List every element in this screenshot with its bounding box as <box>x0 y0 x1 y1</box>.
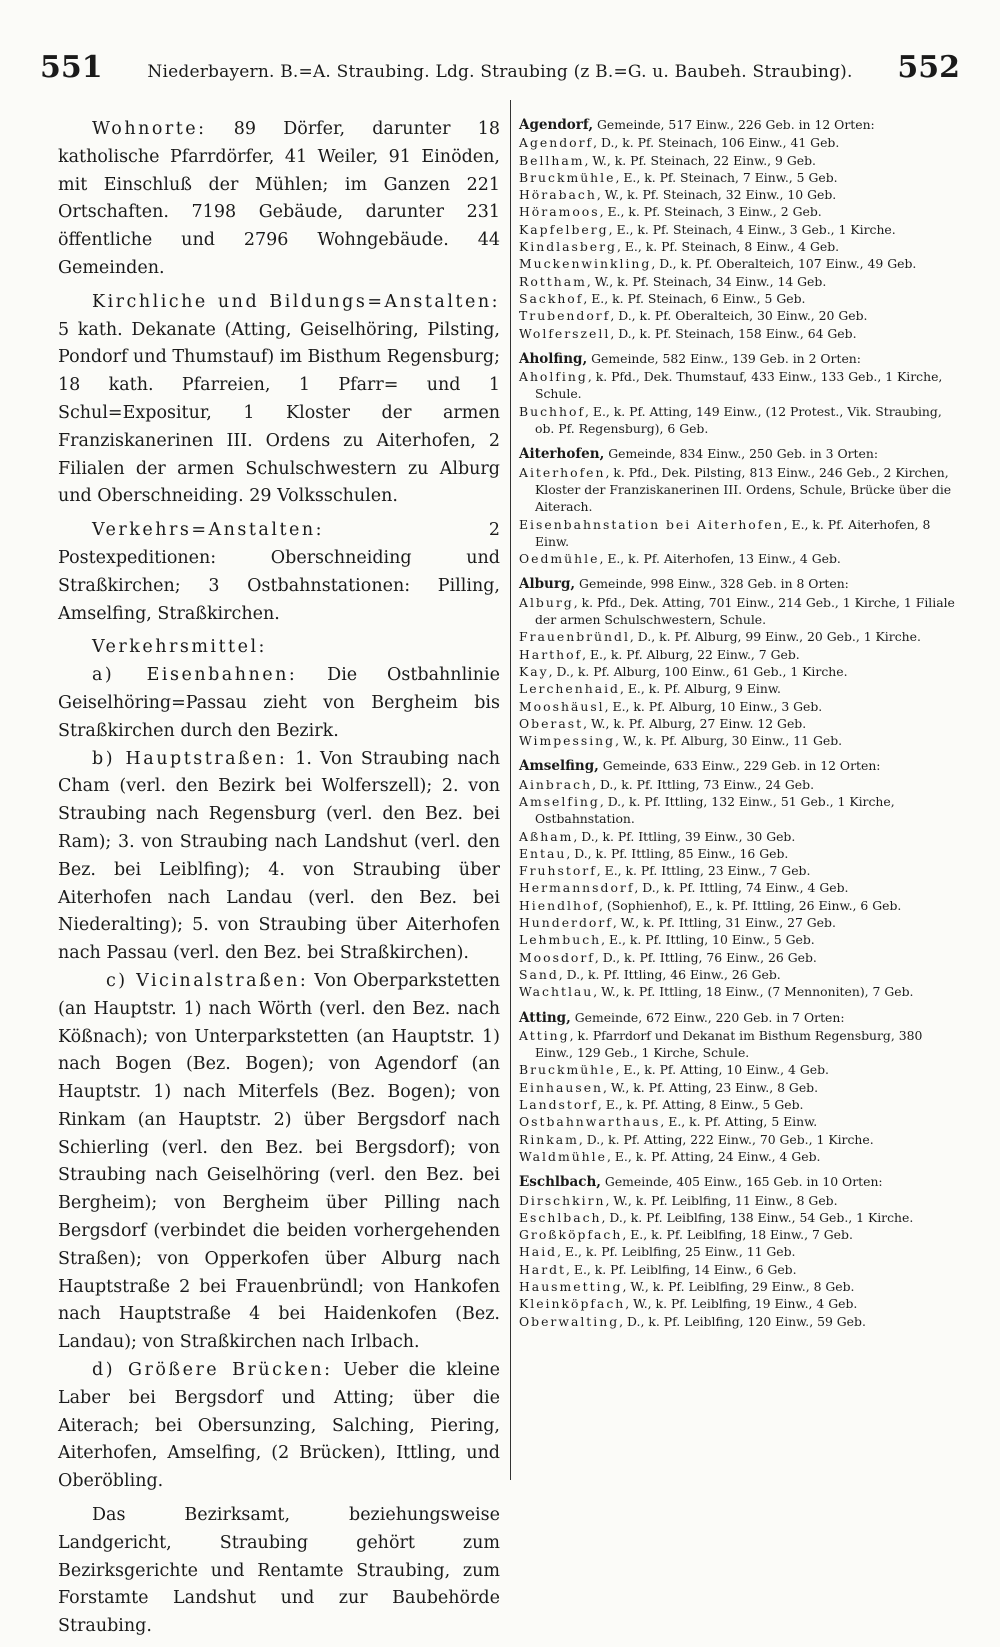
place-entry <box>519 255 959 272</box>
place-name: Landstorf <box>519 1097 598 1113</box>
place-details: , E., k. Pf. Leiblfing, 14 Einw., 6 Geb. <box>566 1261 797 1277</box>
gemeinde-summary: Gemeinde, 582 Einw., 139 Geb. in 2 Orten: <box>587 350 861 366</box>
place-name: Wimpessing <box>519 733 616 749</box>
place-entry <box>519 914 959 931</box>
place-details: , W., k. Pf. Steinach, 34 Einw., 14 Geb. <box>586 273 827 289</box>
place-entry <box>519 1295 959 1312</box>
gemeinde-summary: Gemeinde, 834 Einw., 250 Geb. in 3 Orten: <box>604 446 879 462</box>
place-name: Höramoos <box>519 204 600 220</box>
place-name: Trubendorf <box>519 308 611 324</box>
place-entry <box>519 1192 959 1209</box>
place-details: , W., k. Pf. Atting, 23 Einw., 8 Geb. <box>603 1079 819 1095</box>
place-name: Hunderdorf <box>519 915 613 931</box>
place-details: , D., k. Pf. Ittling, 46 Einw., 26 Geb. <box>558 966 781 982</box>
gemeinde-name: Atting, <box>519 1009 571 1026</box>
place-entry <box>519 776 959 793</box>
kirchliche-paragraph <box>58 289 500 511</box>
bruecken-label: d) Größere Brücken: <box>92 1360 333 1381</box>
place-entry <box>519 152 959 169</box>
place-details: , D., k. Pf. Oberalteich, 30 Einw., 20 Geb. <box>610 308 868 324</box>
place-details: , D., k. Pf. Leiblfing, 120 Einw., 59 Geb. <box>619 1313 866 1329</box>
place-details: , D., k. Pf. Alburg, 99 Einw., 20 Geb., 1 Kirche. <box>629 629 921 645</box>
place-entry <box>519 1131 959 1148</box>
place-details: , D., k. Pf. Steinach, 106 Einw., 41 Geb. <box>593 135 840 151</box>
place-details: , W., k. Pf. Steinach, 22 Einw., 9 Geb. <box>584 152 816 168</box>
place-name: Dirschkirn <box>519 1192 606 1208</box>
page-header <box>40 50 960 86</box>
kirchliche-text: 5 kath. Dekanate (Atting, Geiselhöring, Pilsting, Pondorf und Thumstauf) im Bisthum Regensburg; 18 kath. Pfarreien, 1 Pfarr= und 1 Schul=Expositur, 1 Kloster der armen Franziskanerinen III. Ordens zu Aiterhofen, 2 Filialen der armen Schulschwestern zu Alburg und Oberschneiding. 29 Volksschulen. <box>58 319 500 507</box>
place-details: , E., k. Pf. Aiterhofen, 13 Einw., 4 Geb. <box>599 551 841 567</box>
place-details: , D., k. Pf. Atting, 222 Einw., 70 Geb., 1 Kirche. <box>578 1131 874 1147</box>
place-name: Hörabach <box>519 187 597 203</box>
eisenbahnen-text: Die Ostbahnlinie Geiselhöring=Passau zieht von Bergheim bis Straßkirchen durch den Bezirk. <box>58 665 500 741</box>
gemeinde-summary: Gemeinde, 998 Einw., 328 Geb. in 8 Orten: <box>575 576 849 592</box>
place-entry <box>519 290 959 307</box>
gemeinde-block <box>519 575 959 749</box>
verkehrs-label: Verkehrs=Anstalten: <box>92 520 325 541</box>
place-name: Eisenbahnstation bei Aiterhofen <box>519 516 784 532</box>
place-entry <box>519 1209 959 1226</box>
place-name: Ainbrach <box>519 776 593 792</box>
place-name: Alburg <box>519 594 574 610</box>
place-entry <box>519 628 959 645</box>
place-name: Muckenwinkling <box>519 256 652 272</box>
place-details: , E., k. Pf. Leiblfing, 25 Einw., 11 Geb. <box>557 1244 796 1260</box>
place-name: Hardt <box>519 1261 567 1277</box>
place-name: Waldmühle <box>519 1148 607 1164</box>
place-name: Fruhstorf <box>519 863 597 879</box>
place-name: Agendorf <box>519 135 594 151</box>
place-name: Hiendlhof <box>519 897 600 913</box>
hauptstrassen-paragraph <box>58 746 500 968</box>
place-entry <box>519 325 959 342</box>
place-details: , W., k. Pf. Leiblfing, 29 Einw., 8 Geb. <box>622 1279 855 1294</box>
place-entry <box>519 646 959 663</box>
bezirksamt-paragraph: Das Bezirksamt, beziehungsweise Landgericht, Straubing gehört zum Bezirksgerichte und Rentamte Straubing, zum Forstamte Landshut und zur Baubehörde Straubing. <box>58 1505 500 1637</box>
place-details: , E., k. Pf. Alburg, 22 Einw., 7 Geb. <box>582 646 800 662</box>
place-name: Aßham <box>519 828 574 844</box>
place-details: , D., k. Pf. Ittling, 73 Einw., 24 Geb. <box>592 776 815 792</box>
place-name: Rottham <box>519 273 587 289</box>
place-entry <box>519 1096 959 1113</box>
vicinalstrassen-paragraph <box>58 968 500 1357</box>
verkehrs-paragraph <box>58 517 500 628</box>
place-name: Haid <box>519 1244 558 1260</box>
place-entry <box>519 1079 959 1096</box>
place-name: Hausmetting <box>519 1279 623 1294</box>
gemeinde-heading <box>519 116 959 134</box>
place-entry <box>519 1313 959 1330</box>
page-title: Niederbayern. B.=A. Straubing. Ldg. Straubing (z B.=G. u. Baubeh. Straubing). <box>147 62 853 82</box>
gemeinde-heading <box>519 445 959 463</box>
place-entry <box>519 879 959 896</box>
gemeinde-heading <box>519 1173 959 1191</box>
vicinalstrassen-label: c) Vicinalstraßen: <box>106 970 309 991</box>
verkehrsmittel-heading <box>58 634 500 662</box>
place-details: , E., k. Pf. Steinach, 3 Einw., 2 Geb. <box>599 204 822 220</box>
place-details: , D., k. Pf. Ittling, 76 Einw., 26 Geb. <box>594 949 817 965</box>
gemeinde-summary: Gemeinde, 672 Einw., 220 Geb. in 7 Orten: <box>570 1009 845 1025</box>
place-entry <box>519 966 959 983</box>
place-details: , W., k. Pf. Ittling, 18 Einw., (7 Mennoniten), 7 Geb. <box>593 984 914 1000</box>
place-details: , E., k. Pf. Leiblfing, 18 Einw., 7 Geb. <box>622 1227 853 1243</box>
gemeinde-block <box>519 116 959 342</box>
place-name: Einhausen <box>519 1079 604 1095</box>
gemeinde-name: Aiterhofen, <box>519 446 605 463</box>
place-entry <box>519 680 959 697</box>
gemeinde-summary: Gemeinde, 517 Einw., 226 Geb. in 12 Orten: <box>593 117 875 132</box>
place-name: Sackhof <box>519 290 584 306</box>
place-name: Kay <box>519 663 549 679</box>
place-name: Eschlbach <box>519 1209 602 1225</box>
place-name: Frauenbründl <box>519 629 630 645</box>
place-name: Oedmühle <box>519 551 600 567</box>
place-details: , D., k. Pf. Ittling, 39 Einw., 30 Geb. <box>573 828 796 844</box>
left-column <box>58 116 500 1647</box>
place-entry <box>519 1226 959 1243</box>
place-entry <box>519 550 959 567</box>
place-name: Bruckmühle <box>519 169 616 185</box>
bruecken-text: Ueber die kleine Laber bei Bergsdorf und Atting; über die Aiterach; bei Obersunzing, Salching, Piering, Aiterhofen, Amselfing, (2 Brücken), Ittling, und Oberöbling. <box>58 1360 500 1492</box>
place-entry <box>519 949 959 966</box>
place-name: Mooshäusl <box>519 698 605 714</box>
place-details: , W., k. Pf. Ittling, 31 Einw., 27 Geb. <box>612 915 836 931</box>
gemeinde-summary: Gemeinde, 633 Einw., 229 Geb. in 12 Orten: <box>598 758 881 774</box>
place-details: , W., k. Pf. Leiblfing, 19 Einw., 4 Geb. <box>625 1296 858 1312</box>
place-details: , E., k. Pf. Atting, 149 Einw., (12 Protest., Vik. Straubing, ob. Pf. Regensburg), 6 Geb. <box>535 403 942 437</box>
place-details: , E., k. Pf. Steinach, 7 Einw., 5 Geb. <box>615 169 838 185</box>
place-entry <box>519 273 959 290</box>
place-details: , D., k. Pf. Ittling, 74 Einw., 4 Geb. <box>634 880 849 896</box>
place-details: , k. Pfd., Dek. Atting, 701 Einw., 214 Geb., 1 Kirche, 1 Filiale der armen Schulschwestern, Schule. <box>535 594 955 628</box>
right-column <box>519 116 959 1338</box>
gemeinde-block <box>519 1173 959 1330</box>
place-entry <box>519 931 959 948</box>
place-entry <box>519 594 959 629</box>
gemeinde-block <box>519 757 959 1000</box>
gemeinde-heading <box>519 757 959 775</box>
place-details: , W., k. Pf. Steinach, 32 Einw., 10 Geb. <box>596 187 837 203</box>
place-details: , D., k. Pf. Leiblfing, 138 Einw., 54 Geb., 1 Kirche. <box>601 1209 914 1225</box>
place-name: Oberast <box>519 715 584 731</box>
place-entry <box>519 1278 959 1295</box>
place-name: Buchhof <box>519 403 586 419</box>
place-name: Kleinköpfach <box>519 1296 626 1312</box>
place-entry <box>519 368 959 403</box>
place-entry <box>519 238 959 255</box>
place-entry <box>519 845 959 862</box>
place-entry <box>519 516 959 551</box>
gemeinde-name: Alburg, <box>519 576 576 593</box>
place-details: , D., k. Pf. Ittling, 132 Einw., 51 Geb., 1 Kirche, Ostbahnstation. <box>535 793 895 827</box>
place-name: Kapfelberg <box>519 221 609 237</box>
wohnorte-text: 89 Dörfer, darunter 18 katholische Pfarrdörfer, 41 Weiler, 91 Einöden, mit Einschluß der Mühlen; im Ganzen 221 Ortschaften. 7198 Gebäude, darunter 231 öffentliche und 2796 Wohngebäude. 44 Gemeinden. <box>58 119 500 278</box>
place-name: Aiterhofen <box>519 464 606 480</box>
verkehrs-text: 2 Postexpeditionen: Oberschneiding und Straßkirchen; 3 Ostbahnstationen: Pilling, Amselfing, Straßkirchen. <box>58 520 500 624</box>
place-name: Harthof <box>519 646 583 662</box>
place-entry <box>519 698 959 715</box>
place-entry <box>519 403 959 438</box>
gemeinde-name: Agendorf, <box>519 117 594 133</box>
place-details: , k. Pfd., Dek. Thumstauf, 433 Einw., 133 Geb., 1 Kirche, Schule. <box>535 369 943 402</box>
gemeinde-block <box>519 445 959 567</box>
place-entry <box>519 203 959 220</box>
wohnorte-paragraph <box>58 116 500 283</box>
place-entry <box>519 862 959 879</box>
place-details: , k. Pfd., Dek. Pilsting, 813 Einw., 246 Geb., 2 Kirchen, Kloster der Franziskanerinen III. Ordens, Schule, Brücke über die Aiterach. <box>535 464 952 515</box>
place-name: Bruckmühle <box>519 1062 616 1078</box>
place-entry <box>519 897 959 914</box>
bruecken-paragraph <box>58 1357 500 1496</box>
place-entry <box>519 793 959 828</box>
place-entry <box>519 307 959 324</box>
place-details: , E., k. Pf. Alburg, 10 Einw., 3 Geb. <box>604 698 823 714</box>
place-name: Aholfing <box>519 369 588 385</box>
place-name: Entau <box>519 845 567 861</box>
place-name: Großköpfach <box>519 1227 623 1243</box>
place-entry <box>519 1113 959 1130</box>
place-details: , E., k. Pf. Steinach, 6 Einw., 5 Geb. <box>583 290 806 306</box>
place-name: Wolferszell <box>519 325 611 341</box>
place-details: , E., k. Pf. Atting, 8 Einw., 5 Geb. <box>597 1097 804 1113</box>
place-entry <box>519 221 959 238</box>
place-entry <box>519 169 959 186</box>
place-details: , E., k. Pf. Atting, 10 Einw., 4 Geb. <box>615 1062 829 1078</box>
page-number-right: 552 <box>897 50 960 85</box>
verkehrsmittel-label: Verkehrsmittel: <box>92 637 267 658</box>
place-entry <box>519 663 959 680</box>
place-details: , D., k. Pf. Alburg, 100 Einw., 61 Geb., 1 Kirche. <box>548 663 848 679</box>
column-divider <box>510 100 511 1480</box>
place-entry <box>519 732 959 749</box>
hauptstrassen-text: 1. Von Straubing nach Cham (verl. den Bezirk bei Wolferszell); 2. von Straubing nach Regensburg (verl. den Bez. bei Ram); 3. von Straubing nach Landshut (verl. den Bez. bei Leiblfing); 4. von Straubing über Aiterhofen nach Landau (verl. den Bez. bei Niederalting); 5. von Straubing über Aiterhofen nach Passau (verl. den Bez. bei Straßkirchen). <box>58 748 500 964</box>
place-details: , D., k. Pf. Oberalteich, 107 Einw., 49 Geb. <box>651 256 917 272</box>
gemeinde-block <box>519 350 959 437</box>
gemeinde-heading <box>519 575 959 593</box>
place-entry <box>519 828 959 845</box>
place-details: , E., k. Pf. Atting, 5 Einw. <box>660 1114 818 1130</box>
place-details: , (Sophienhof), E., k. Pf. Ittling, 26 Einw., 6 Geb. <box>599 897 902 913</box>
gemeinde-heading <box>519 1009 959 1027</box>
place-details: , E., k. Pf. Alburg, 9 Einw. <box>619 681 781 697</box>
place-entry <box>519 134 959 151</box>
place-entry <box>519 1027 959 1062</box>
place-entry <box>519 1148 959 1165</box>
place-name: Lerchenhaid <box>519 681 620 697</box>
place-entry <box>519 464 959 516</box>
kirchliche-label: Kirchliche und Bildungs=Anstalten: <box>92 291 500 312</box>
place-details: , D., k. Pf. Steinach, 158 Einw., 64 Geb. <box>610 325 857 341</box>
place-name: Rinkam <box>519 1131 579 1147</box>
place-entry <box>519 983 959 1000</box>
place-details: , W., k. Pf. Leiblfing, 11 Einw., 8 Geb. <box>605 1192 838 1208</box>
place-name: Atting <box>519 1027 570 1043</box>
gemeinde-name: Aholfing, <box>519 350 588 367</box>
place-name: Kindlasberg <box>519 239 617 255</box>
place-details: , E., k. Pf. Ittling, 23 Einw., 7 Geb. <box>596 863 811 879</box>
place-entry <box>519 1243 959 1260</box>
gemeinde-name: Eschlbach, <box>519 1174 601 1191</box>
eisenbahnen-paragraph <box>58 662 500 745</box>
eisenbahnen-label: a) Eisenbahnen: <box>92 665 298 686</box>
place-name: Ostbahnwarthaus <box>519 1114 661 1130</box>
place-details: , W., k. Pf. Alburg, 30 Einw., 11 Geb. <box>615 733 843 749</box>
place-name: Wachtlau <box>519 984 594 1000</box>
place-details: , E., k. Pf. Steinach, 8 Einw., 4 Geb. <box>616 239 840 255</box>
place-name: Oberwalting <box>519 1313 620 1329</box>
gemeinde-heading <box>519 350 959 368</box>
place-name: Hermannsdorf <box>519 880 635 896</box>
place-name: Moosdorf <box>519 949 595 965</box>
place-entry <box>519 1061 959 1078</box>
place-name: Bellham <box>519 152 585 168</box>
place-details: , D., k. Pf. Ittling, 85 Einw., 16 Geb. <box>566 845 789 861</box>
gemeinde-summary: Gemeinde, 405 Einw., 165 Geb. in 10 Orten: <box>600 1174 883 1190</box>
place-name: Sand <box>519 966 559 982</box>
place-details: , E., k. Pf. Steinach, 4 Einw., 3 Geb., 1 Kirche. <box>608 221 896 237</box>
vicinalstrassen-text: Von Oberparkstetten (an Hauptstr. 1) nach Wörth (verl. den Bez. nach Kößnach); von Unterparkstetten (an Hauptstr. 1) nach Bogen (Bez. Bogen); von Agendorf (an Hauptstr. 1) nach Miterfels (Bez. Bogen); von Rinkam (an Hauptstr. 2) über Bergsdorf nach Schierling (verl. den Bez. bei Bergsdorf); von Straubing nach Geiselhöring (verl. den Bez. bei Bergheim); von Bergheim über Pilling nach Bergsdorf (verbindet die beiden vorhergehenden Straßen); von Opperkofen über Alburg nach Hauptstraße 2 bei Frauenbründl; von Hankofen nach Hauptstraße 4 bei Haidenkofen (Bez. Landau); von Straßkirchen nach Irlbach. <box>58 970 501 1353</box>
place-details: , E., k. Pf. Ittling, 10 Einw., 5 Geb. <box>601 932 815 948</box>
place-name: Amselfing <box>519 793 600 809</box>
place-name: Lehmbuch <box>519 932 602 948</box>
wohnorte-label: Wohnorte: <box>92 119 207 139</box>
place-entry <box>519 186 959 203</box>
place-entry <box>519 715 959 732</box>
place-details: , E., k. Pf. Aiterhofen, 8 Einw. <box>535 516 931 549</box>
gemeinde-block <box>519 1009 959 1166</box>
place-details: , E., k. Pf. Atting, 24 Einw., 4 Geb. <box>606 1148 821 1164</box>
gemeinde-name: Amselfing, <box>519 758 599 775</box>
page-number-left: 551 <box>40 50 103 85</box>
place-details: , k. Pfarrdorf und Dekanat im Bisthum Regensburg, 380 Einw., 129 Geb., 1 Kirche, Schule. <box>535 1027 923 1061</box>
hauptstrassen-label: b) Hauptstraßen: <box>92 748 288 769</box>
place-entry <box>519 1261 959 1278</box>
place-details: , W., k. Pf. Alburg, 27 Einw. 12 Geb. <box>583 715 807 731</box>
